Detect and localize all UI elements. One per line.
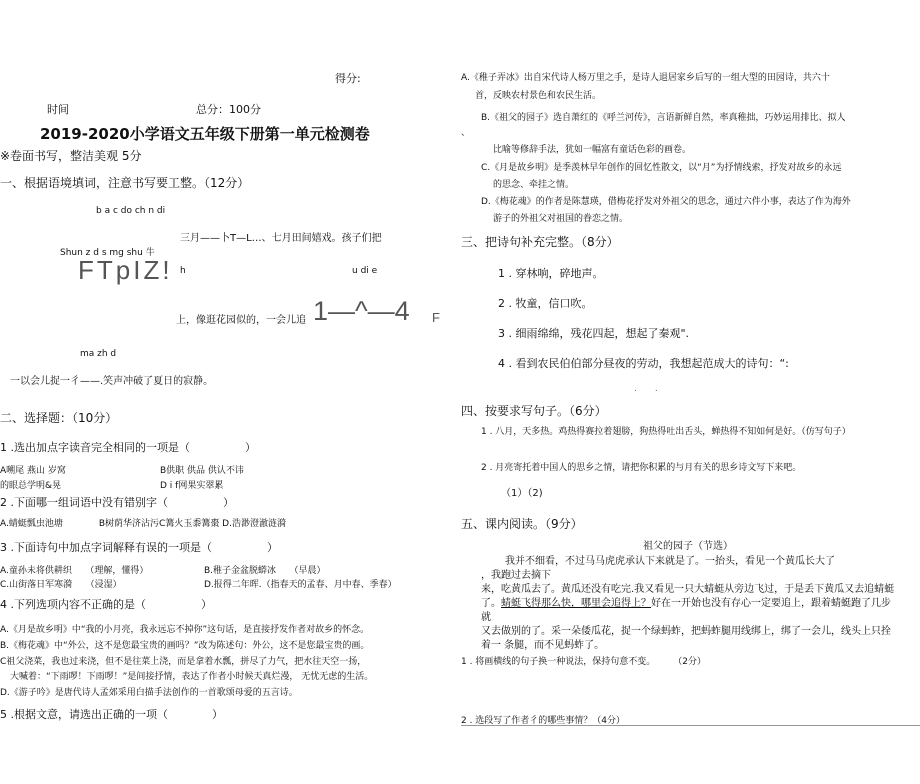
passage-line-1: 我并不细看，不过马马虎虎承认下来就是了。一抬头，看见一个黄瓜长大了 [505, 556, 835, 567]
passage-line-4-start: 了。 [481, 598, 501, 609]
pinyin-line-4: ma zh d [80, 349, 117, 359]
question-5: 5 .根据文意，请选出正确的一项（ ） [0, 708, 223, 721]
question-5-option-b: B.《祖父的园子》选自萧红的《呼兰河传》，言语新鲜自然，率真稚拙，巧妙运用排比、拟人 [481, 113, 846, 123]
section4-heading: 四、按要求写句子。（6分） [461, 404, 607, 418]
garbled-text-large: FTpIZ! [78, 255, 173, 285]
question-3-option-b: B.稚子金盆脱蟒冰 （早晨） [204, 566, 326, 576]
pinyin-line-3: u di e [352, 266, 378, 276]
poem-blank-4: 4 . 看到农民伯伯部分昼夜的劳动，我想起范成大的诗句：“: [498, 357, 789, 370]
section2-heading: 二、选择题：（10分） [0, 411, 118, 425]
sentence-task-2: 2 . 月亮寄托着中国人的思乡之情，请把你积累的与月有关的思乡诗文写下来吧。 [481, 463, 802, 473]
time-label: 时间 [47, 103, 69, 116]
passage-line-2: ，我跑过去摘下 [481, 570, 551, 581]
question-3-option-a: A.童孙未将供耕织 （理解，懂得） [0, 566, 149, 576]
question-5-option-a: A.《稚子弄冰》出自宋代诗人杨万里之手，是诗人退居家乡后写的一组大型的田园诗，共六十 [461, 73, 830, 83]
reading-question-1: 1 . 将画横线的句子换一种说法，保持句意不变。 （2分） [461, 657, 707, 667]
neatness-note: ※卷面书写，整洁美观 5分 [0, 149, 142, 163]
question-1-option-a: A嗍尾 燕山 岁窝 [0, 466, 66, 476]
question-5-option-d: D.《梅花魂》的作者是陈慧瑛，借梅花抒发对外祖父的思念，通过六件小事，表达了作为海外 [481, 197, 851, 207]
passage-line-6: 又去做别的了。采一朵倭瓜花，捉一个绿蚂蚱，把蚂蚱腿用线绑上，绑了一会儿，线头上只拴 [481, 626, 891, 637]
question-4-option-c-continued: 大喊着：“下雨啰！下雨啰！”是间接抒情，表达了作者小时候天真烂漫， 无忧无虑的生活。 [10, 672, 374, 682]
pinyin-line-1: b a c do ch n di [96, 206, 166, 216]
question-1-option-c: 的眼总学明&晃 [0, 481, 62, 491]
total-score-label: 总分：100分 [196, 103, 261, 116]
question-5-option-a-continued: 首，反映农村景色和农民生活。 [475, 91, 602, 101]
poem-blank-3: 3 . 细雨绵绵，残花四起，想起了秦观". [498, 327, 690, 340]
question-3: 3 .下面诗句中加点字词解释有误的一项是（ ） [0, 541, 278, 554]
passage-line-3: 来，吃黄瓜去了。黄瓜还没有吃完.我又看见一只大蜻蜓从旁边飞过，于是丢下黄瓜又去追蜻蜓 [481, 584, 895, 595]
section5-heading: 五、课内阅读。（9分） [461, 517, 583, 531]
question-4-option-d: D.《游子吟》是唐代诗人孟郊采用白描手法创作的一首歌颂母爱的五言诗。 [0, 688, 298, 698]
bottom-rule [461, 725, 920, 726]
poem-blank-2: 2 . 牧童，信口吹。 [498, 297, 593, 310]
poem-blank-dots: . . [634, 384, 658, 394]
question-4-option-a: A.《月是故乡明》中“我的小月亮，我永远忘不掉你”这句话，是直接抒发作者对故乡的怀念。 [0, 625, 370, 635]
question-2-options: A.蜻蜓瓢虫池塘 B树荫华济沾污C篝火玉黍篝棗 D.浩渺澄澈涟漪 [0, 519, 286, 529]
sentence-task-1: 1 . 八月，天多热。鸡热得赛拉着翅膀，狗热得吐出舌头，蝉热得不知如何是好。（仿写句子） [481, 427, 851, 437]
question-4-option-c: C祖父浇菜，我也过来浇，但不是往菜上浇，而是拿着水瓢，拼尽了力气，把水往天空一扬， [0, 657, 367, 667]
passage-line-4 [481, 598, 891, 610]
question-1-option-d: D i f网果实翠累 [160, 481, 224, 491]
question-5-option-d-continued: 游子的外祖父对祖国的眷恋之情。 [493, 214, 629, 224]
sentence-task-2-blanks: （1）（2) [501, 488, 543, 499]
question-2: 2 .下面哪一组词语中没有错别字（ ） [0, 496, 234, 509]
question-4: 4 .下列选项内容不正确的是（ ） [0, 598, 212, 611]
passage-line-4-end: 好在一开始也没有存心一定要追上，跟着蜻蜓跑了几步 [651, 598, 891, 609]
pinyin-h: h [180, 266, 186, 276]
reading-question-2: 2 . 选段写了作者彳的哪些事情？（4分） [461, 716, 626, 726]
passage-title: 祖父的园子（节选） [643, 541, 733, 552]
question-5-option-b-mark: 、 [461, 128, 471, 138]
section1-text-3: 一以会儿捉一彳——.笑声冲破了夏日的寂静。 [10, 376, 214, 387]
exam-title: 2019-2020小学语文五年级下册第一单元检测卷 [40, 125, 370, 143]
question-5-option-c: C.《月是故乡明》是季羡林早年创作的回忆性散文，以“月”为抒情线索，抒发对故乡的永远 [481, 163, 842, 173]
question-5-option-b-continued: 比喻等修辞手法，犹如一幅富有童话色彩的画卷。 [493, 145, 692, 155]
section1-text-1: 三月——卜T—L…、七月田间嬉戏。孩子们把 [180, 233, 382, 244]
poem-blank-1: 1 . 穿林响，碎地声。 [498, 267, 604, 280]
section1-heading: 一、根据语境填词，注意书写要工整。（12分） [0, 176, 250, 190]
garbled-dash-text: 1—^—4 [313, 296, 410, 326]
underlined-sentence: 蜻蜓飞得那么快，哪里会追得上？ [501, 598, 651, 609]
question-3-option-d: D.报得二年晖.（指春天的孟春、月中春、季春） [204, 580, 397, 590]
section1-text-2: 上，像逛花园似的，一会儿追 [176, 315, 306, 326]
question-3-option-c: C.山街落日军寒漪 （浸湿） [0, 580, 122, 590]
garbled-letter-f: F [432, 310, 440, 325]
question-1: 1 .选出加点字读音完全相同的一项是（ ） [0, 441, 256, 454]
score-label: 得分: [335, 72, 361, 85]
passage-line-7: 着一 条腿，而不见蚂蚱了。 [481, 640, 605, 651]
question-1-option-b: B供职 供品 供认不讳 [160, 466, 244, 476]
question-4-option-b: B.《梅花魂》中“外公，这不是您最宝贵的画吗？”改为陈述句：外公，这不是您最宝贵的画。 [0, 641, 370, 651]
question-5-option-c-continued: 的思念、牵挂之情。 [493, 180, 575, 190]
section3-heading: 三、把诗句补充完整。（8分） [461, 235, 619, 249]
passage-line-5: 就 [481, 612, 491, 623]
pinyin-line-2: Shun z d s mg shu 牛 [60, 248, 155, 258]
